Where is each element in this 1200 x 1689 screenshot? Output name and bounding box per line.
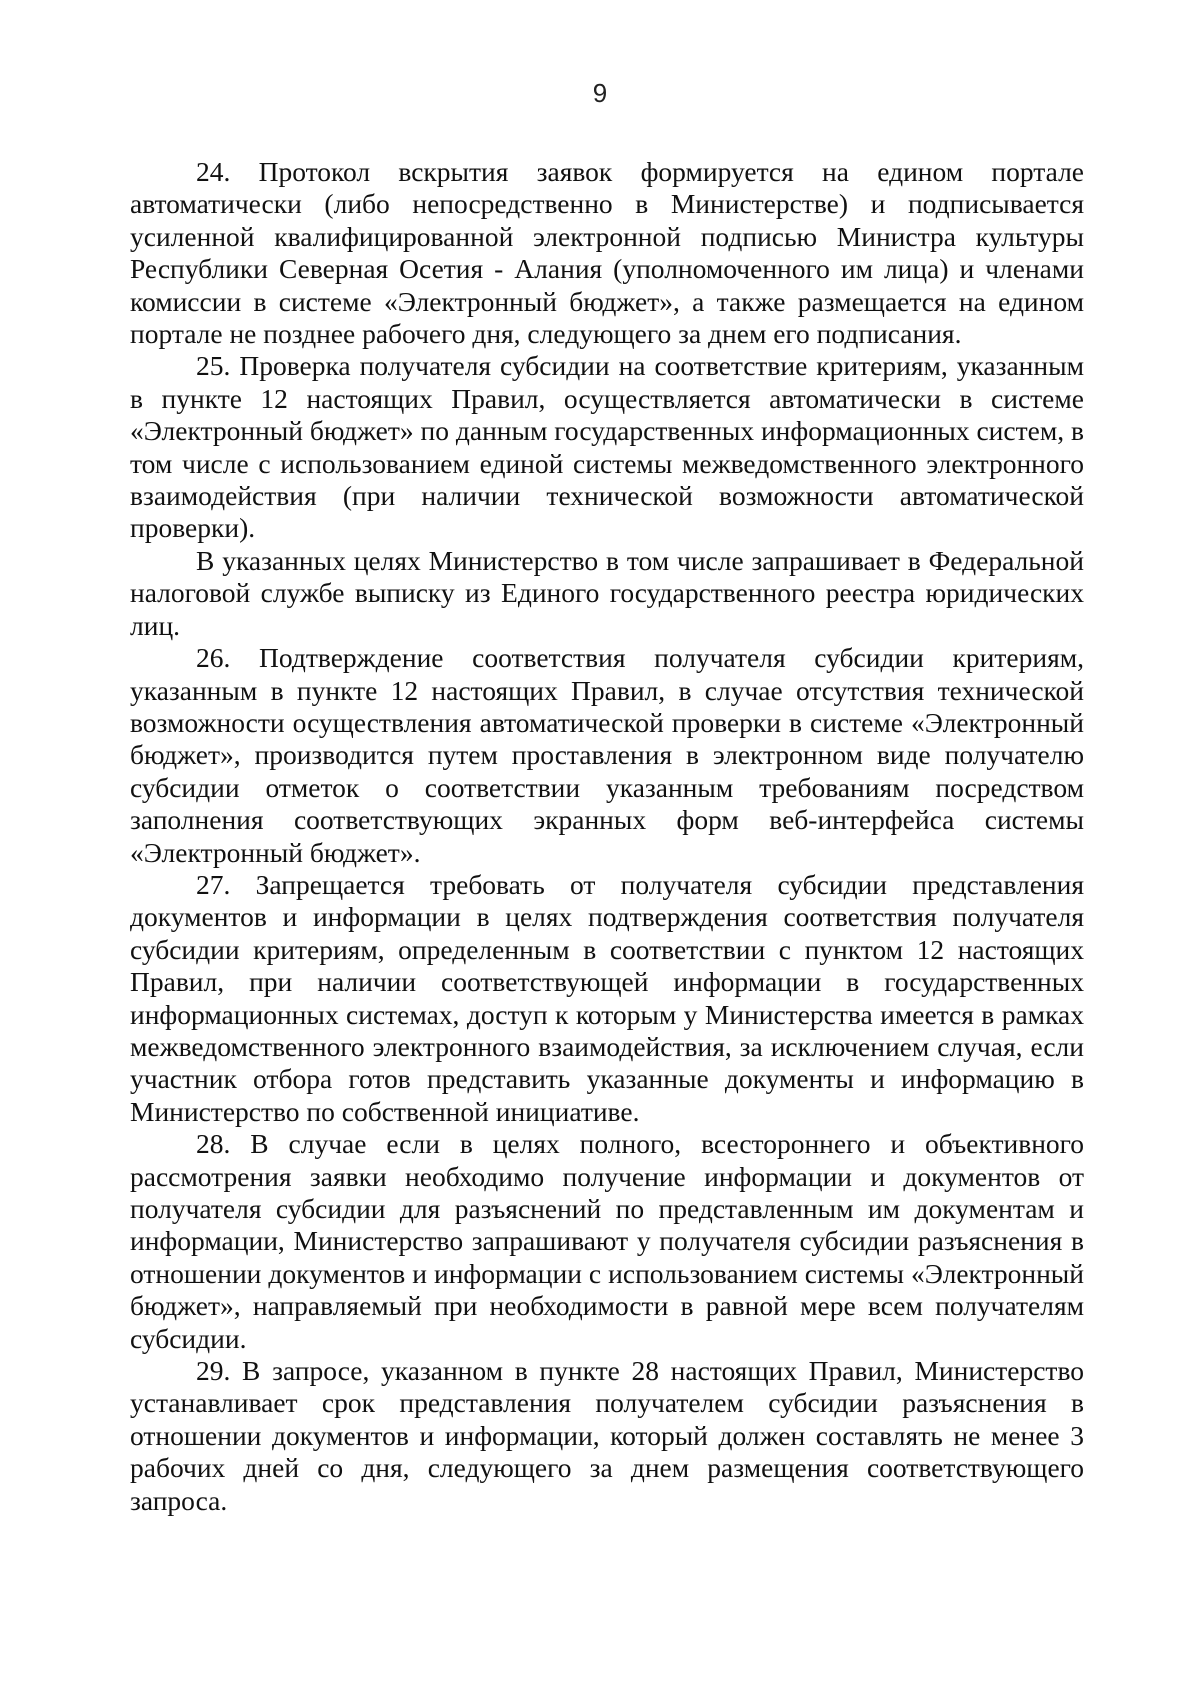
paragraph-29: 29. В запросе, указанном в пункте 28 настоящих Правил, Министерство устанавливает срок представления получателем субсидии разъяснения в отношении документов и информации, который должен составлять не менее 3 рабочих дней со дня, следующего за днем размещения соответствующего запроса. (130, 1355, 1084, 1516)
paragraph-27: 27. Запрещается требовать от получателя субсидии представления документов и информации в целях подтверждения соответствия получателя субсидии критериям, определенным в соответствии с пунктом 12 настоящих Правил, при наличии соответствующей информации в государственных информационных системах, доступ к которым у Министерства имеется в рамках межведомственного электронного взаимодействия, за исключением случая, если участник отбора готов представить указанные документы и информацию в Министерство по собственной инициативе. (130, 868, 1084, 1127)
paragraph-24: 24. Протокол вскрытия заявок формируется на едином портале автоматически (либо непосредственно в Министерстве) и подписывается усиленной квалифицированной электронной подписью Министра культуры Республики Северная Осетия - Алания (уполномоченного им лица) и членами комиссии в системе «Электронный бюджет», а также размещается на едином портале не позднее рабочего дня, следующего за днем его подписания. (130, 156, 1084, 350)
document-body (130, 156, 1084, 1517)
paragraph-25: 25. Проверка получателя субсидии на соответствие критериям, указанным в пункте 12 настоящих Правил, осуществляется автоматически в системе «Электронный бюджет» по данным государственных информационных систем, в том числе с использованием единой системы межведомственного электронного взаимодействия (при наличии технической возможности автоматической проверки). (130, 350, 1084, 544)
paragraph-26: 26. Подтверждение соответствия получателя субсидии критериям, указанным в пункте 12 настоящих Правил, в случае отсутствия технической возможности осуществления автоматической проверки в системе «Электронный бюджет», производится путем проставления в электронном виде получателю субсидии отметок о соответствии указанным требованиям посредством заполнения соответствующих экранных форм веб-интерфейса системы «Электронный бюджет». (130, 642, 1084, 868)
paragraph-25-continuation: В указанных целях Министерство в том числе запрашивает в Федеральной налоговой службе выписку из Единого государственного реестра юридических лиц. (130, 544, 1084, 641)
page-number: 9 (592, 78, 608, 108)
paragraph-28: 28. В случае если в целях полного, всестороннего и объективного рассмотрения заявки необходимо получение информации и документов от получателя субсидии для разъяснений по представленным им документам и информации, Министерство запрашивают у получателя субсидии разъяснения в отношении документов и информации с использованием системы «Электронный бюджет», направляемый при необходимости в равной мере всем получателям субсидии. (130, 1128, 1084, 1354)
